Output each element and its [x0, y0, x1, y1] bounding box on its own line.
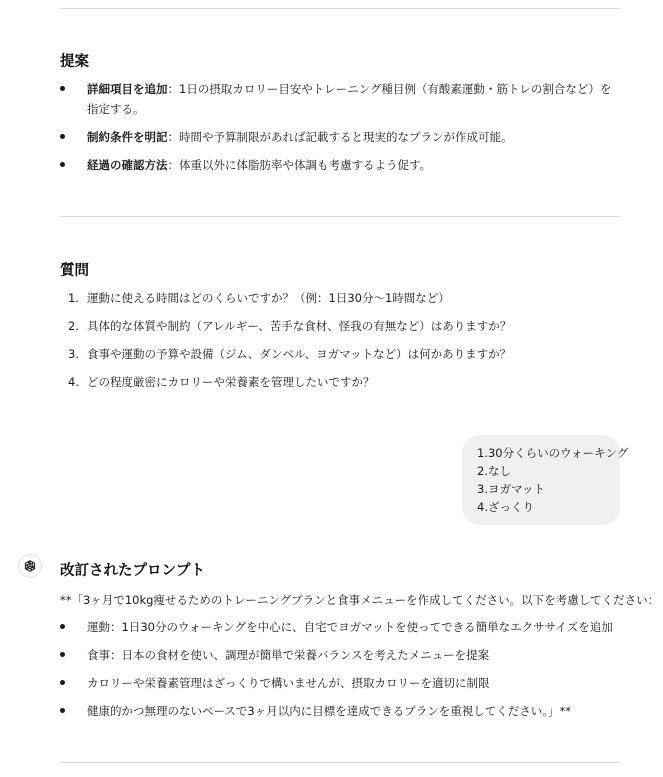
user-message-line: 3.ヨガマット: [477, 482, 546, 496]
user-message-line: 1.30分くらいのウォーキング: [477, 446, 629, 460]
list-item: [60, 645, 620, 665]
item-number: 1.: [68, 291, 79, 305]
list-item: [60, 79, 620, 119]
divider-bottom: [60, 762, 620, 763]
divider-middle: [60, 216, 620, 217]
revised-prompt-title: 改訂されたプロンプト: [60, 563, 205, 579]
questions-title: 質問: [60, 263, 89, 279]
list-item: [60, 617, 620, 637]
item-number: 4.: [68, 375, 79, 389]
item-text: 具体的な体質や制約（アレルギー、苦手な食材、怪我の有無など）はありますか？: [87, 319, 512, 333]
item-text: ：1日の摂取カロリー目安やトレーニング種目例（有酸素運動・筋トレの割合など）を指定する。: [87, 82, 612, 116]
item-text: 健康的かつ無理のないペースで3ヶ月以内に目標を達成できるプランを重視してください。」**: [87, 704, 571, 718]
list-item: [60, 155, 620, 175]
revised-prompt-intro: **「3ヶ月で10kg痩せるためのトレーニングプランと食事メニューを作成してください。以下を考慮してください：: [60, 593, 660, 607]
item-text: ：時間や予算制限があれば記載すると現実的なプランが作成可能。: [167, 130, 513, 144]
bullet-dot: [60, 86, 65, 91]
openai-logo-icon: [18, 554, 42, 578]
list-item: [60, 344, 620, 372]
revised-prompt-list: [60, 617, 620, 721]
item-text: ：体重以外に体脂肪率や体調も考慮するよう促す。: [167, 158, 432, 172]
divider-top: [60, 8, 620, 9]
list-item: [60, 288, 620, 316]
user-message-line: 4.ざっくり: [477, 500, 534, 514]
list-item: [60, 372, 620, 400]
item-label: 詳細項目を追加: [87, 82, 168, 96]
item-number: 3.: [68, 347, 79, 361]
item-number: 2.: [68, 319, 79, 333]
bullet-dot: [60, 680, 65, 685]
item-text: 運動：1日30分のウォーキングを中心に、自宅でヨガマットを使ってできる簡単なエクササイズを追加: [87, 620, 613, 634]
bullet-dot: [60, 708, 65, 713]
item-label: 経過の確認方法: [87, 158, 168, 172]
bullet-dot: [60, 652, 65, 657]
list-item: [60, 316, 620, 344]
proposal-list: [60, 79, 620, 175]
item-text: 運動に使える時間はどのくらいですか？（例：1日30分〜1時間など）: [87, 291, 450, 305]
bullet-dot: [60, 134, 65, 139]
list-item: [60, 701, 620, 721]
user-message-bubble: [462, 435, 629, 525]
item-label: 制約条件を明記: [87, 130, 168, 144]
proposal-title: 提案: [60, 54, 89, 70]
item-text: どの程度厳密にカロリーや栄養素を管理したいですか？: [87, 375, 375, 389]
bullet-dot: [60, 162, 65, 167]
bullet-dot: [60, 624, 65, 629]
list-item: [60, 127, 620, 147]
list-item: [60, 673, 620, 693]
questions-list: [60, 288, 620, 400]
item-text: 食事や運動の予算や設備（ジム、ダンベル、ヨガマットなど）は何かありますか？: [87, 347, 512, 361]
item-text: カロリーや栄養素管理はざっくりで構いませんが、摂取カロリーを適切に制限: [87, 676, 490, 690]
item-text: 食事：日本の食材を使い、調理が簡単で栄養バランスを考えたメニューを提案: [87, 648, 490, 662]
user-message-line: 2.なし: [477, 464, 511, 478]
